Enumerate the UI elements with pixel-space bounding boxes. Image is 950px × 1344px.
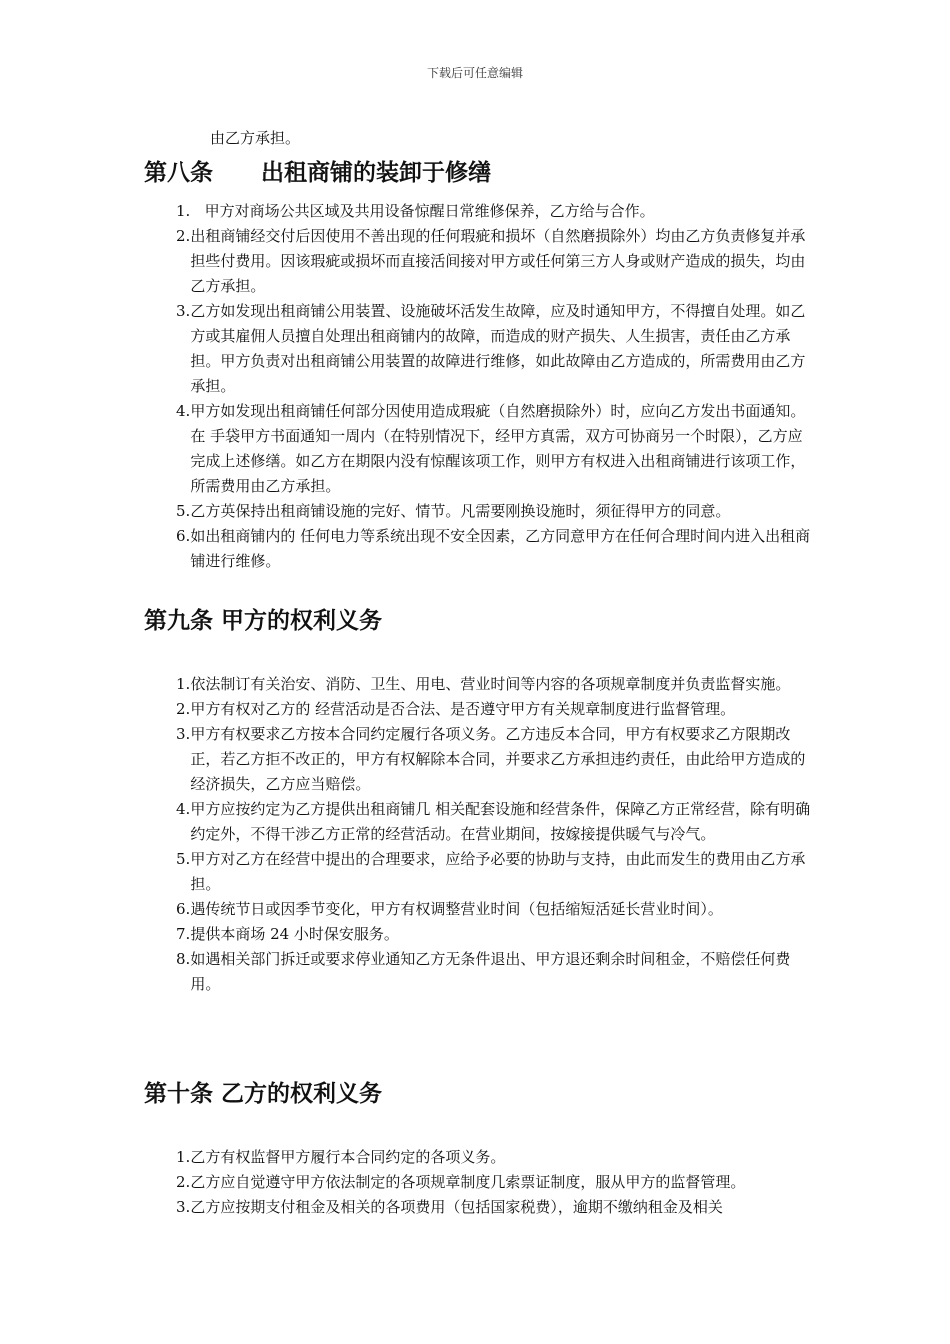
list-item — [176, 1195, 816, 1220]
item-text: 遇传统节日或因季节变化，甲方有权调整营业时间（包括缩短活延长营业时间）。 — [190, 900, 723, 918]
item-number: 5. — [176, 502, 191, 520]
item-text: 乙方如发现出租商铺公用装置、设施破坏活发生故障，应及时通知甲方，不得擅自处理。如乙方或其雇佣人员擅自处理出租商铺内的故障，而造成的财产损失、人生损害，责任由乙方承担。甲方负责对出租商铺公用装置的故障进行维修，如此故障由乙方造成的，所需费用由乙方承担。 — [190, 302, 806, 395]
list-item — [176, 947, 816, 997]
page-header: 下载后可任意编辑 — [426, 66, 523, 80]
item-number: 5. — [176, 850, 191, 868]
item-number: 6. — [176, 527, 191, 545]
list-item — [176, 672, 816, 697]
item-number: 3. — [176, 725, 191, 743]
item-text: 如出租商铺内的 任何电力等系统出现不安全因素，乙方同意甲方在任何合理时间内进入出租商铺进行维修。 — [190, 527, 811, 570]
item-number: 4. — [176, 800, 191, 818]
item-number: 1. — [176, 1148, 191, 1166]
item-number: 8. — [176, 950, 191, 968]
item-text: 依法制订有关治安、消防、卫生、用电、营业时间等内容的各项规章制度并负责监督实施。 — [190, 675, 791, 693]
list-item — [176, 224, 816, 299]
item-text: 甲方对乙方在经营中提出的合理要求，应给予必要的协助与支持，由此而发生的费用由乙方承担。 — [190, 850, 806, 893]
item-text: 提供本商场 24 小时保安服务。 — [190, 925, 399, 943]
item-text: 甲方对商场公共区域及共用设备惊醒日常维修保养，乙方给与合作。 — [204, 202, 655, 220]
item-text: 甲方有权要求乙方按本合同约定履行各项义务。乙方违反本合同，甲方有权要求乙方限期改正，若乙方拒不改正的，甲方有权解除本合同，并要求乙方承担违约责任，由此给甲方造成的 经济损失，乙方应当赔偿。 — [190, 725, 806, 793]
section-heading-10: 第十条 乙方的权利义务 — [144, 1081, 383, 1107]
list-item — [176, 697, 816, 722]
item-number: 1. — [176, 202, 205, 220]
item-number: 7. — [176, 925, 191, 943]
item-number: 4. — [176, 402, 191, 420]
section-heading-8: 第八条 出租商铺的装卸于修缮 — [144, 160, 492, 186]
list-item — [176, 847, 816, 897]
list-item — [176, 199, 816, 224]
list-item — [176, 722, 816, 797]
item-number: 3. — [176, 1198, 191, 1216]
section-heading-9: 第九条 甲方的权利义务 — [144, 608, 383, 634]
list-item — [176, 299, 816, 399]
list-item — [176, 399, 816, 499]
item-text: 乙方应自觉遵守甲方依法制定的各项规章制度几索票证制度，服从甲方的监督管理。 — [190, 1173, 746, 1191]
item-number: 2. — [176, 1173, 191, 1191]
item-text: 乙方英保持出租商铺设施的完好、情节。凡需要刚换设施时，须征得甲方的同意。 — [190, 502, 731, 520]
list-item — [176, 797, 816, 847]
item-number: 6. — [176, 900, 191, 918]
list-item — [176, 1145, 816, 1170]
continuation-text: 由乙方承担。 — [210, 129, 301, 147]
list-item — [176, 922, 816, 947]
section-9-list — [176, 672, 816, 997]
item-text: 如遇相关部门拆迁或要求停业通知乙方无条件退出、甲方退还剩余时间租金，不赔偿任何费用。 — [190, 950, 791, 993]
item-text: 甲方如发现出租商铺任何部分因使用造成瑕疵（自然磨损除外）时，应向乙方发出书面通知。在 手袋甲方书面通知一周内（在特别情况下，经甲方真需，双方可协商另一个时限），乙方应完成上述修缮。如乙方在期限内没有惊醒该项工作，则甲方有权进入出租商铺进行该项工作，所需费用由乙方承担。 — [190, 402, 806, 495]
item-text: 乙方应按期支付租金及相关的各项费用（包括国家税费），逾期不缴纳租金及相关 — [190, 1198, 723, 1216]
item-text: 甲方有权对乙方的 经营活动是否合法、是否遵守甲方有关规章制度进行监督管理。 — [190, 700, 736, 718]
list-item — [176, 499, 816, 524]
item-text: 乙方有权监督甲方履行本合同约定的各项义务。 — [190, 1148, 506, 1166]
list-item — [176, 1170, 816, 1195]
item-number: 2. — [176, 227, 191, 245]
item-number: 3. — [176, 302, 191, 320]
list-item — [176, 897, 816, 922]
item-number: 1. — [176, 675, 191, 693]
item-text: 甲方应按约定为乙方提供出租商铺几 相关配套设施和经营条件，保障乙方正常经营，除有明确约定外，不得干涉乙方正常的经营活动。在营业期间，按嫁接提供暖气与冷气。 — [190, 800, 811, 843]
list-item — [176, 524, 816, 574]
section-8-list — [176, 199, 816, 574]
section-10-list — [176, 1145, 816, 1220]
item-text: 出租商铺经交付后因使用不善出现的任何瑕疵和损坏（自然磨损除外）均由乙方负责修复并承担些付费用。因该瑕疵或损坏而直接活间接对甲方或任何第三方人身或财产造成的损失，均由乙方承担。 — [190, 227, 806, 295]
item-number: 2. — [176, 700, 191, 718]
